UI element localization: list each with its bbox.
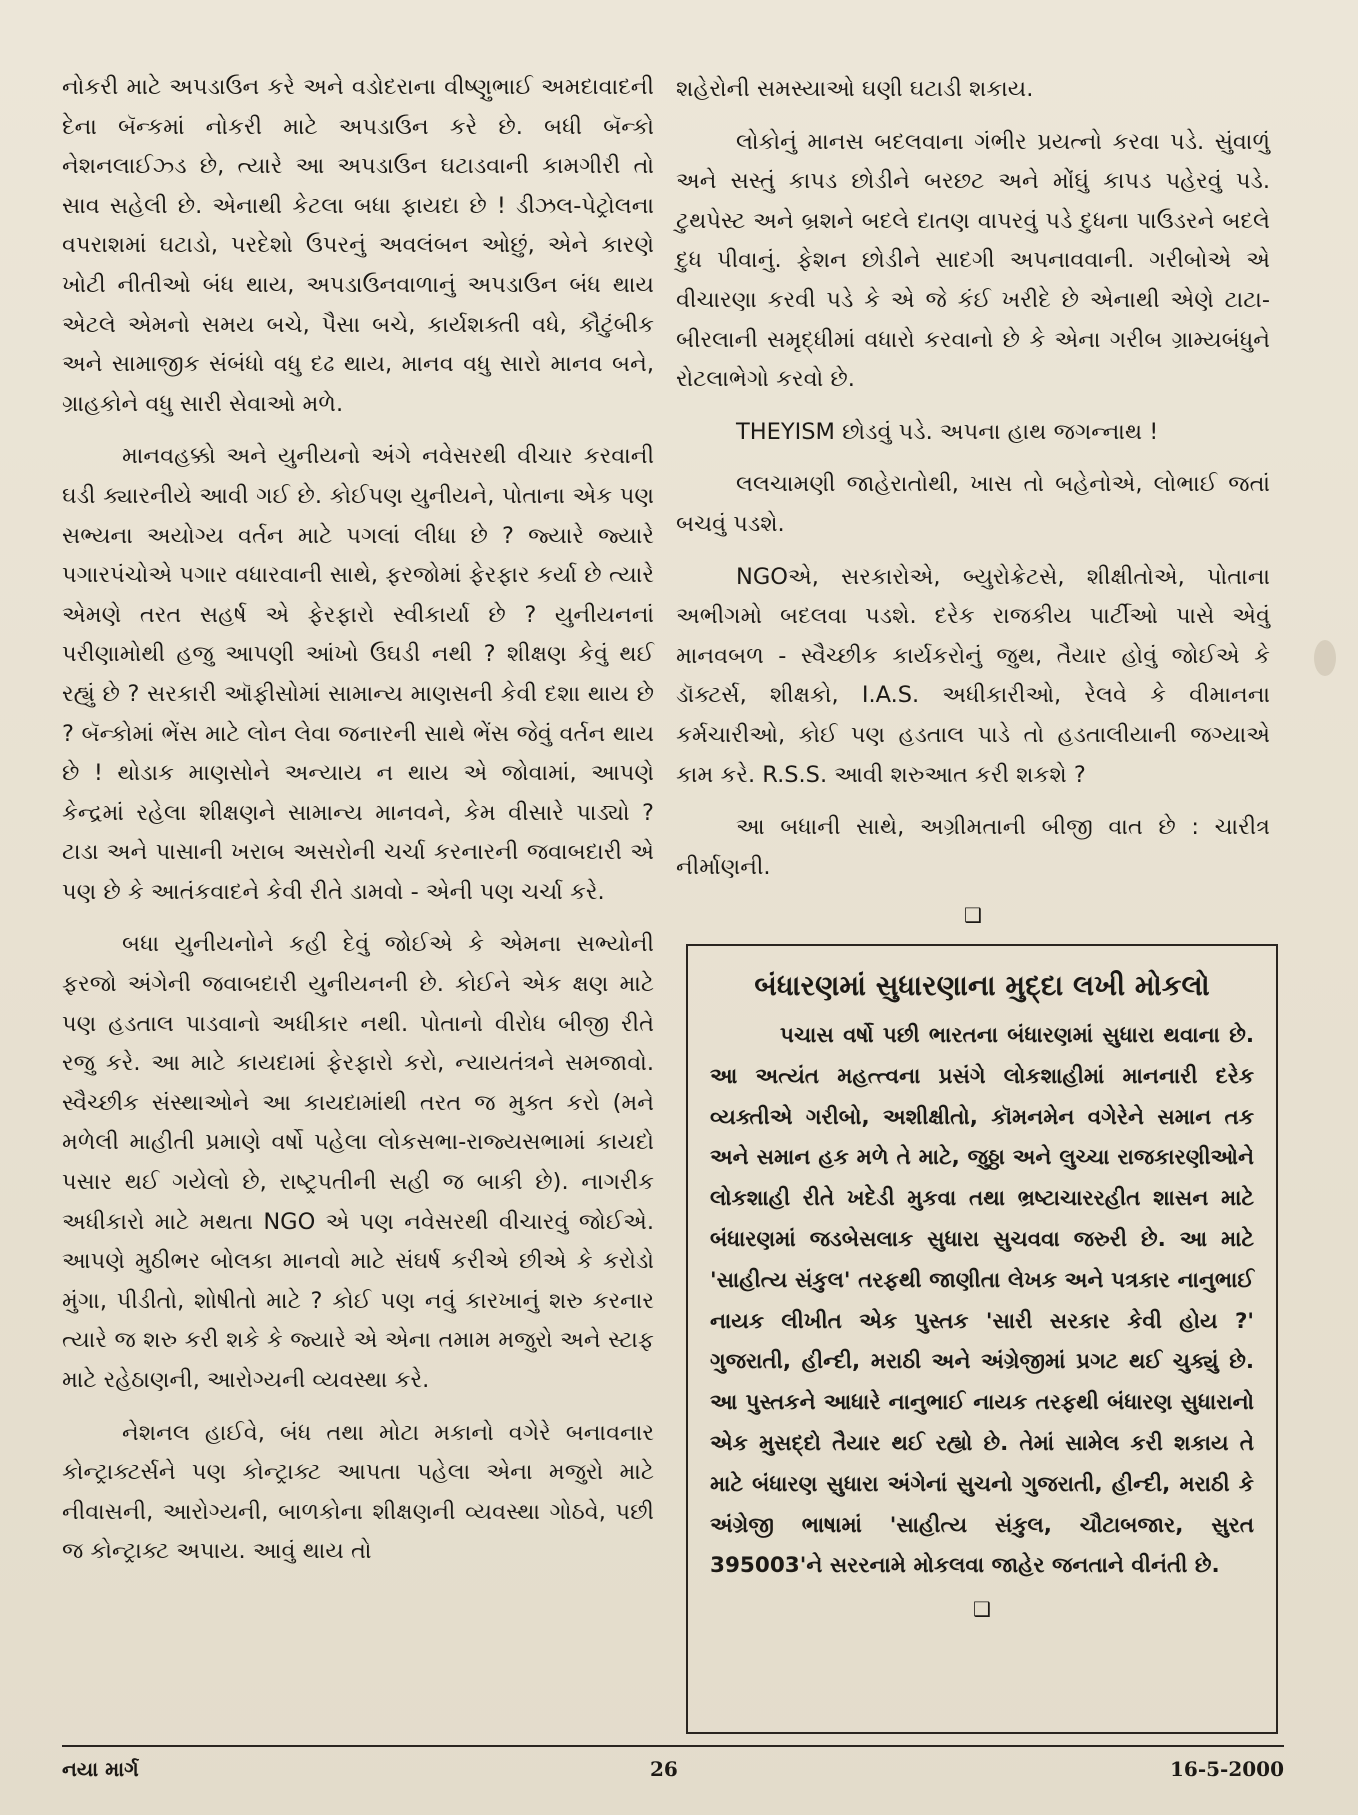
footer-rule [62, 1745, 1284, 1747]
article-paragraph: લોકોનું માનસ બદલવાના ગંભીર પ્રયત્નો કરવા પડે. સુંવાળું અને સસ્તું કાપડ છોડીને બરછટ અને મોંઘું કાપડ પહેરવું પડે. ટુથપેસ્ટ અને બ્રશને બદલે દાતણ વાપરવું પડે દુધના પાઉડરને બદલે દુધ પીવાનું. ફેશન છોડીને સાદગી અપનાવવાની. ગરીબોએ એ વીચારણા કરવી પડે કે એ જે કંઈ ખરીદે છે એનાથી એણે ટાટા-બીરલાની સમૃદ્ધીમાં વધારો કરવાનો છે કે એના ગરીબ ગ્રામ્યબંધુને રોટલાભેગો કરવો છે. [676, 128, 1270, 393]
right-column [676, 70, 1270, 930]
article-paragraph: બધા યુનીયનોને કહી દેવું જોઈએ કે એમના સભ્યોની ફરજો અંગેની જવાબદારી યુનીયનની છે. કોઈને એક ક્ષણ માટે પણ હડતાલ પાડવાનો અધીકાર નથી. પોતાનો વીરોધ બીજી રીતે રજુ કરે. આ માટે કાયદામાં ફેરફારો કરો, ન્યાયતંત્રને સમજાવો. સ્વૈચ્છીક સંસ્થાઓને આ કાયદામાંથી તરત જ મુક્ત કરો (મને મળેલી માહીતી પ્રમાણે વર્ષો પહેલા લોકસભા-રાજ્યસભામાં કાયદો પસાર થઈ ગયેલો છે, રાષ્ટ્રપતીની સહી જ બાકી છે). નાગરીક અધીકારો માટે મથતા NGO એ પણ નવેસરથી વીચારવું જોઈએ. આપણે મુઠીભર બોલકા માનવો માટે સંઘર્ષ કરીએ છીએ કે કરોડો મુંગા, પીડીતો, શોષીતો માટે ? કોઈ પણ નવું કારખાનું શરુ કરનાર ત્યારે જ શરુ કરી શકે કે જ્યારે એ એના તમામ મજુરો અને સ્ટાફ માટે રહેઠાણની, આરોગ્યની વ્યવસ્થા કરે. [62, 931, 654, 1393]
article-paragraph: NGOએ, સરકારોએ, બ્યુરોક્રેટસે, શીક્ષીતોએ, પોતાના અભીગમો બદલવા પડશે. દરેક રાજકીય પાર્ટીઓ પાસે એવું માનવબળ - સ્વૈચ્છીક કાર્યકરોનું જુથ, તૈયાર હોવું જોઈએ કે ડૉક્ટર્સ, શીક્ષકો, I.A.S. અધીકારીઓ, રેલવે કે વીમાનના કર્મચારીઓ, કોઈ પણ હડતાલ પાડે તો હડતાલીયાની જગ્યાએ કામ કરે. R.S.S. આવી શરુઆત કરી શકશે ? [676, 563, 1270, 788]
notice-box [686, 944, 1278, 1734]
notice-end-mark: ❑ [973, 1597, 991, 1622]
page-damage-mark [1314, 640, 1336, 676]
article-paragraph: માનવહક્કો અને યુનીયનો અંગે નવેસરથી વીચાર કરવાની ઘડી ક્યારનીયે આવી ગઈ છે. કોઈપણ યુનીયને, પોતાના એક પણ સભ્યના અયોગ્ય વર્તન માટે પગલાં લીધા છે ? જ્યારે જ્યારે પગારપંચોએ પગાર વધારવાની સાથે, ફરજોમાં ફેરફાર કર્યા છે ત્યારે એમણે તરત સહર્ષ એ ફેરફારો સ્વીકાર્યા છે ? યુનીયનનાં પરીણામોથી હજુ આપણી આંખો ઉઘડી નથી ? શીક્ષણ કેવું થઈ રહ્યું છે ? સરકારી ઑફીસોમાં સામાન્ય માણસની કેવી દશા થાય છે ? બૅન્કોમાં ભેંસ માટે લોન લેવા જનારની સાથે ભેંસ જેવું વર્તન થાય છે ! થોડાક માણસોને અન્યાય ન થાય એ જોવામાં, આપણે કેન્દ્રમાં રહેલા શીક્ષણને સામાન્ય માનવને, કેમ વીસારે પાડ્યો ? ટાડા અને પાસાની ખરાબ અસરોની ચર્ચા કરનારની જવાબદારી એ પણ છે કે આતંકવાદને કેવી રીતે ડામવો - એની પણ ચર્ચા કરે. [62, 443, 654, 905]
footer-date: 16-5-2000 [1169, 1757, 1284, 1781]
notice-body: પચાસ વર્ષો પછી ભારતના બંધારણમાં સુધારા થવાના છે. આ અત્યંત મહત્ત્વના પ્રસંગે લોકશાહીમાં માનનારી દરેક વ્યક્તીએ ગરીબો, અશીક્ષીતો, કૉમનમેન વગેરેને સમાન તક અને સમાન હક મળે તે માટે, જુઠ્ઠા અને લુચ્ચા રાજકારણીઓને લોકશાહી રીતે ખદેડી મુકવા તથા ભ્રષ્ટાચારરહીત શાસન માટે બંધારણમાં જડબેસલાક સુધારા સુચવવા જરુરી છે. આ માટે 'સાહીત્ય સંકુલ' તરફથી જાણીતા લેખક અને પત્રકાર નાનુભાઈ નાયક લીખીત એક પુસ્તક 'સારી સરકાર કેવી હોય ?' ગુજરાતી, હીન્દી, મરાઠી અને અંગ્રેજીમાં પ્રગટ થઈ ચુક્યું છે. આ પુસ્તકને આધારે નાનુભાઈ નાયક તરફથી બંધારણ સુધારાનો એક મુસદ્દો તૈયાર થઈ રહ્યો છે. તેમાં સામેલ કરી શકાય તે માટે બંધારણ સુધારા અંગેનાં સુચનો ગુજરાતી, હીન્દી, મરાઠી કે અંગ્રેજી ભાષામાં 'સાહીત્ય સંકુલ, ચૌટાબજાર, સુરત 395003'ને સરરનામે મોકલવા જાહેર જનતાને વીનંતી છે. [710, 1023, 1254, 1579]
article-paragraph: નોકરી માટે અપડાઉન કરે અને વડોદરાના વીષ્ણુભાઈ અમદાવાદની દેના બૅન્કમાં નોકરી માટે અપડાઉન કરે છે. બધી બૅન્કો નેશનલાઈઝ્ડ છે, ત્યારે આ અપડાઉન ઘટાડવાની કામગીરી તો સાવ સહેલી છે. એનાથી કેટલા બધા ફાયદા છે ! ડીઝલ-પેટ્રોલના વપરાશમાં ઘટાડો, પરદેશો ઉપરનું અવલંબન ઓછું, એને કારણે ખોટી નીતીઓ બંધ થાય, અપડાઉનવાળાનું અપડાઉન બંધ થાય એટલે એમનો સમય બચે, પૈસા બચે, કાર્યશક્તી વધે, કૌટુંબીક અને સામાજીક સંબંધો વધુ દઢ થાય, માનવ વધુ સારો માનવ બને, ગ્રાહકોને વધુ સારી સેવાઓ મળે. [62, 74, 654, 417]
article-paragraph: શહેરોની સમસ્યાઓ ઘણી ઘટાડી શકાય. [676, 76, 1034, 102]
left-column [62, 68, 654, 1585]
article-paragraph: THEYISM છોડવું પડે. અપના હાથ જગન્નાથ ! [736, 418, 1159, 445]
notice-title: બંધારણમાં સુધારણાના મુદ્દા લખી મોકલો [754, 969, 1210, 1002]
footer-page-number: 26 [650, 1757, 678, 1781]
article-paragraph: લલચામણી જાહેરાતોથી, ખાસ તો બહેનોએ, લોભાઈ જતાં બચવું પડશે. [676, 471, 1270, 537]
article-paragraph: આ બધાની સાથે, અગ્રીમતાની બીજી વાત છે : ચારીત્ર નીર્માણની. [676, 814, 1270, 880]
footer-publication: નયા માર્ગ [62, 1757, 139, 1781]
article-end-mark: ❑ [964, 903, 982, 928]
article-paragraph: નેશનલ હાઈવે, બંધ તથા મોટા મકાનો વગેરે બનાવનાર કોન્ટ્રાક્ટર્સને પણ કોન્ટ્રાક્ટ આપતા પહેલા એના મજુરો માટે નીવાસની, આરોગ્યની, બાળકોના શીક્ષણની વ્યવસ્થા ગોઠવે, પછી જ કોન્ટ્રાક્ટ અપાય. આવું થાય તો [62, 1419, 654, 1565]
